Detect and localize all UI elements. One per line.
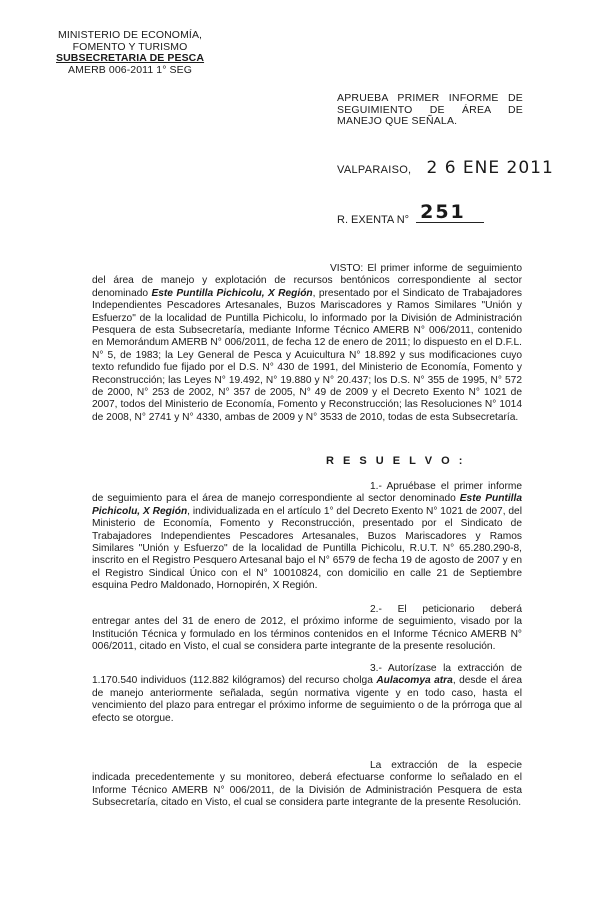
place: VALPARAISO, (337, 164, 412, 176)
visto-text-a: El primer informe de seguimiento del área de manejo y explotación de recursos bentónicos correspondiente al sector denominado (92, 263, 522, 299)
point-1-text: , individualizada en el artículo 1° del Decreto Exento N° 1021 de 2007, del Ministerio de Economía, Fomento y Reconstrucción, presentado por el Sindicato de Trabajadores Independientes Pescadores Artesanales, Buzos Mariscadores y Ramos Similares "Unión y Esfuerzo" de la localidad de Puntilla Pichicolu, R.U.T. N° 65.280.290-8, inscrito en el Registro Pesquero Artesanal bajo el N° 6579 de fecha 19 de agosto de 2007 y en el Registro Sindical Único con el N° 10010824, con domicilio en calle 21 de Septiembre esquina Pedro Maldonado, Hornopirén, X Región. (92, 505, 522, 592)
resolution-number-underline (416, 222, 484, 223)
letterhead-reference: AMERB 006-2011 1° SEG (68, 63, 193, 76)
resolution-point-3 (92, 663, 522, 725)
letterhead-subsecretaria: SUBSECRETARIA DE PESCA (56, 52, 205, 64)
stamped-date: 2 6 ENE 2011 (426, 158, 554, 178)
letterhead (56, 30, 204, 76)
faint-stamp-mark (135, 80, 165, 94)
point-3-species: Aulacomya atra (376, 675, 453, 687)
letterhead-ministry: MINISTERIO DE ECONOMÍA, (58, 29, 203, 41)
point-1-sector: Este Puntilla Pichicolu, X Región (92, 493, 522, 517)
point-3-text: , desde el área de manejo anteriormente señalada, según normativa vigente y en todo caso, hasta el vencimiento del plazo para entregar el próximo informe de seguimiento o de la prórroga que al efecto se otorgue. (92, 675, 523, 724)
document-subject: APRUEBA PRIMER INFORME DE SEGUIMIENTO DE ÁREA DE MANEJO QUE SEÑALA. (337, 92, 523, 127)
resolution-number (337, 201, 466, 228)
letterhead-ministry-line2: FOMENTO Y TURISMO (72, 40, 188, 53)
resolution-number-label: R. EXENTA N° (337, 214, 410, 226)
visto-lead: VISTO: (330, 263, 364, 274)
visto-paragraph (92, 263, 522, 424)
place-and-date (337, 158, 554, 178)
point-3-lead: 3.- Autorízase la extracción de 1.170.540 individuos (112.882 kilógramos) del recurso cholga (92, 663, 522, 687)
resuelvo-heading: R E S U E L V O : (326, 455, 466, 467)
resolution-point-1 (92, 481, 522, 593)
visto-sector: Este Puntilla Pichicolu, X Región (151, 287, 313, 299)
resolution-number-value: 251 (420, 201, 466, 223)
point-1-lead: 1.- Apruébase el primer informe de seguimiento para el área de manejo correspondiente al sector denominado (92, 481, 522, 505)
point-3-extraction-text: La extracción de la especie indicada precedentemente y su monitoreo, deberá efectuarse conforme lo señalado en el Informe Técnico AMERB N° 006/2011, de la División de Administración Pesquera de esta Subsecretaría, citado en Visto, el cual se considera parte integrante de la presente Resolución. (92, 760, 522, 809)
visto-text-b: , presentado por el Sindicato de Trabajadores Independientes Pescadores Artesanales, Buzos Mariscadores y Ramos Similares "Unión y Esfuerzo" de la localidad de Puntilla Pichicolu, lo informado por la División de Administración Pesquera de esta Subsecretaría, mediante Informe Técnico AMERB N° 006/2011, contenido en Memorándum AMERB N° 006/2011, de fecha 12 de enero de 2011; lo dispuesto en el D.F.L. N° 5, de 1983; la Ley General de Pesca y Acuicultura N° 18.892 y sus modificaciones cuyo texto refundido fue fijado por el D.S. N° 430 de 1991, del Ministerio de Economía, Fomento y Reconstrucción; las Leyes N° 19.492, N° 19.880 y N° 20.437; los D.S. N° 355 de 1995, N° 572 de 2000, N° 253 de 2002, N° 357 de 2005, N° 49 de 2009 y el Decreto Exento N° 1021 de 2007, todos del Ministerio de Economía, Fomento y Reconstrucción; las Resoluciones N° 1014 de 2008, N° 2741 y N° 4330, ambas de 2009 y N° 3533 de 2010, todas de esta Subsecretaría. (92, 287, 522, 423)
point-2-text: 2.- El peticionario deberá entregar antes del 31 de enero de 2012, el próximo informe de seguimiento, visado por la Institución Técnica y formulado en los términos contenidos en el Informe Técnico AMERB N° 006/2011, citado en Visto, el cual se considera parte integrante de la presente resolución. (92, 604, 522, 653)
resolution-point-3-continued (92, 760, 522, 810)
resolution-point-2 (92, 604, 522, 654)
